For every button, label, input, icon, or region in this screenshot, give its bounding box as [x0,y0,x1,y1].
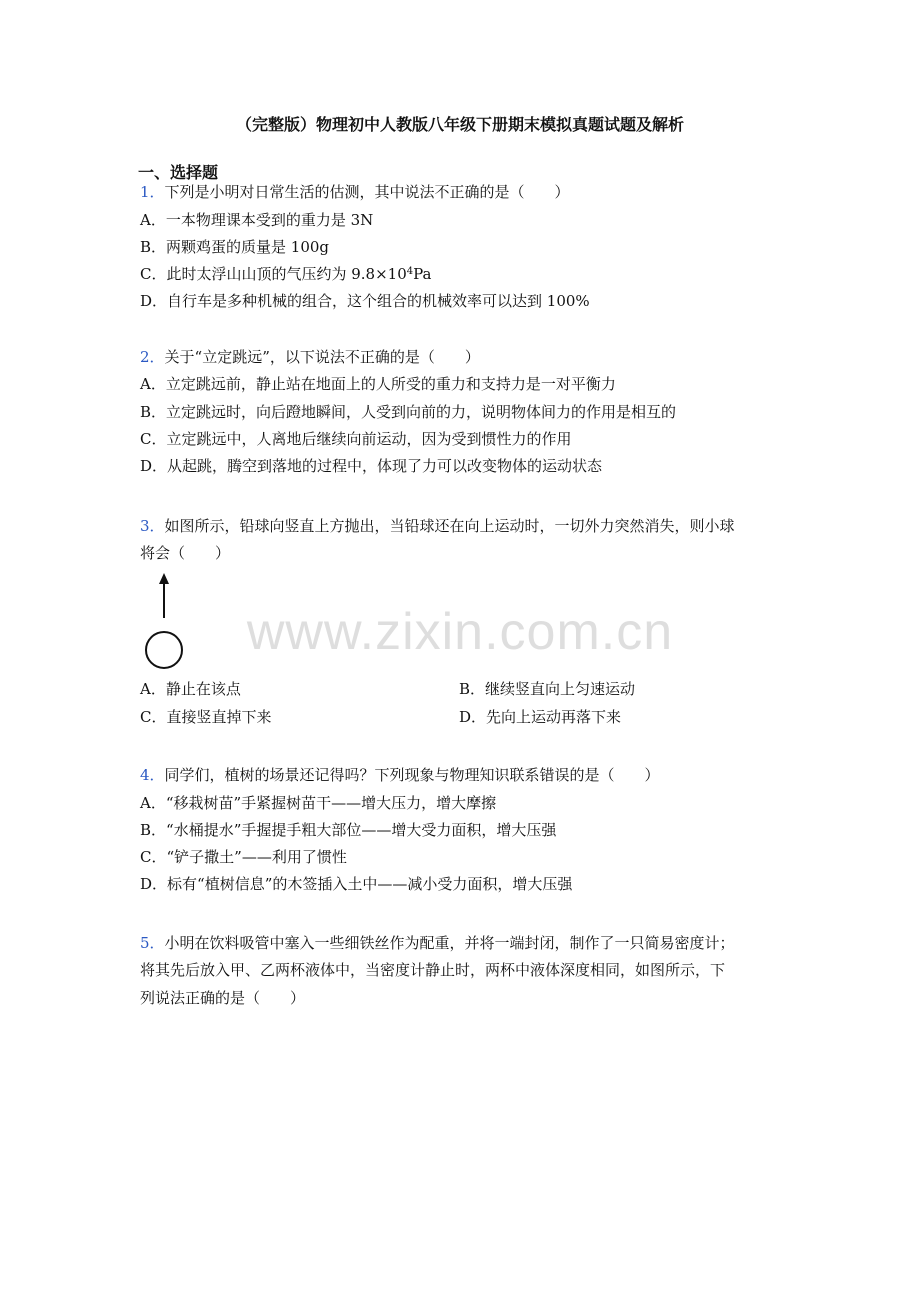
question-2-option-d: D．从起跳，腾空到落地的过程中，体现了力可以改变物体的运动状态 [140,457,603,475]
question-number: 1． [140,183,165,201]
question-5-stem: 5．小明在饮料吸管中塞入一些细铁丝作为配重，并将一端封闭，制作了一只简易密度计； [140,934,735,952]
shot-put-figure [138,570,190,672]
question-1-option-a: A．一本物理课本受到的重力是 3N [140,211,374,229]
question-5-stem-line2: 将其先后放入甲、乙两杯液体中，当密度计静止时，两杯中液体深度相同，如图所示，下 [140,961,726,979]
document-title: （完整版）物理初中人教版八年级下册期末模拟真题试题及解析 [235,115,684,134]
question-2-option-a: A．立定跳远前，静止站在地面上的人所受的重力和支持力是一对平衡力 [140,375,616,393]
question-1-option-b: B．两颗鸡蛋的质量是 100g [140,238,330,256]
shot-put-ball [146,632,182,668]
question-3-option-a: A．静止在该点 [140,680,241,698]
question-1-option-d: D．自行车是多种机械的组合，这个组合的机械效率可以达到 100% [140,292,590,310]
question-4-stem: 4．同学们，植树的场景还记得吗？下列现象与物理知识联系错误的是（ ） [140,766,660,784]
watermark: www.zixin.com.cn [246,603,674,661]
question-3-option-d: D．先向上运动再落下来 [459,708,622,726]
question-5-stem-line3: 列说法正确的是（ ） [140,989,306,1007]
question-2-stem: 2．关于“立定跳远”，以下说法不正确的是（ ） [140,348,480,366]
question-number: 3． [140,517,165,535]
question-number: 5． [140,934,165,952]
question-4-option-c: C．“铲子撒土”——利用了惯性 [140,848,347,866]
question-4-option-d: D．标有“植树信息”的木签插入土中——减小受力面积，增大压强 [140,875,573,893]
question-3-option-b: B．继续竖直向上匀速运动 [459,680,636,698]
question-number: 2． [140,348,165,366]
question-number: 4． [140,766,165,784]
question-4-option-a: A．“移栽树苗”手紧握树苗干——增大压力，增大摩擦 [140,794,497,812]
question-3-stem: 3．如图所示，铅球向竖直上方抛出，当铅球还在向上运动时，一切外力突然消失，则小球 [140,517,735,535]
upward-arrow-head [159,573,169,584]
question-2-option-c: C．立定跳远中，人离地后继续向前运动，因为受到惯性力的作用 [140,430,572,448]
question-2-option-b: B．立定跳远时，向后蹬地瞬间，人受到向前的力，说明物体间力的作用是相互的 [140,403,677,421]
question-1-option-c: C．此时太浮山山顶的气压约为 $9.8\times 10^4Pa$ [140,265,432,283]
question-4-option-b: B．“水桶提水”手握提手粗大部位——增大受力面积，增大压强 [140,821,557,839]
question-3-option-c: C．直接竖直掉下来 [140,708,272,726]
question-1-stem: 1．下列是小明对日常生活的估测，其中说法不正确的是（ ） [140,183,570,201]
question-3-stem-line2: 将会（ ） [140,544,231,562]
section-heading: 一、选择题 [138,163,219,182]
